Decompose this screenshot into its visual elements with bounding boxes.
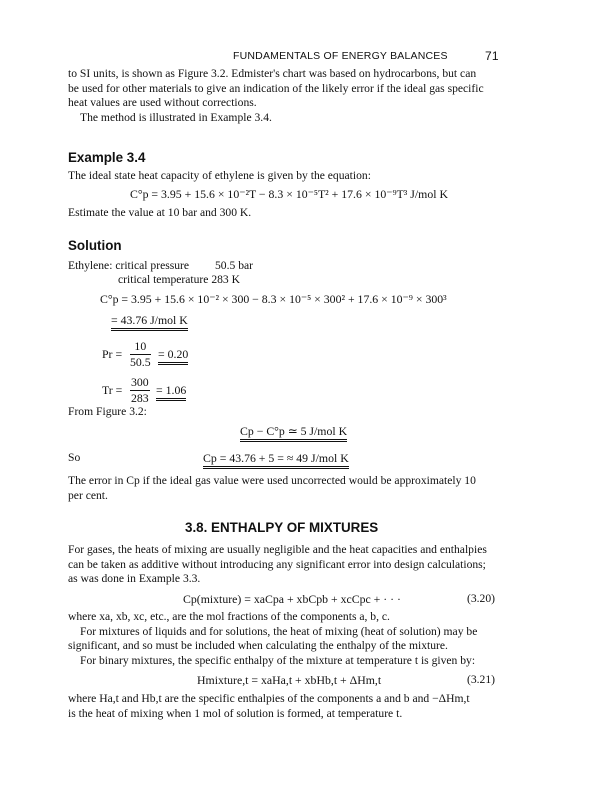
from-figure-label: From Figure 3.2: xyxy=(68,405,147,418)
section-p3-line-1: For binary mixtures, the specific enthalpy of the mixture at temperature t is given by: xyxy=(80,653,476,667)
header-title: FUNDAMENTALS OF ENERGY BALANCES xyxy=(233,50,448,62)
cp-result-value: = 43.76 J/mol K xyxy=(111,313,188,331)
example-task: Estimate the value at 10 bar and 300 K. xyxy=(68,206,252,219)
equation-3-21: Hmixture,t = xaHa,t + xbHb,t + ΔHm,t xyxy=(197,673,382,687)
section-p1-line-2: can be taken as additive without introducing any significant error into design calculations; xyxy=(68,557,486,571)
equation-3-20: Cp(mixture) = xaCpa + xbCpb + xcCpc + · · · xyxy=(183,592,401,606)
error-line-2: per cent. xyxy=(68,488,108,502)
equation-3-20-number: (3.20) xyxy=(467,592,496,605)
cp-calculation: C°p = 3.95 + 15.6 × 10⁻² × 300 − 8.3 × 10⁻⁵ × 300² + 17.6 × 10⁻⁹ × 300³ xyxy=(100,292,447,306)
cp-result xyxy=(111,313,188,328)
section-p2-line-2: significant, and so must be included when calculating the enthalpy of the mixture. xyxy=(68,639,448,652)
tr-result-value: = 1.06 xyxy=(156,383,186,401)
critical-pressure-value: 50.5 bar xyxy=(215,259,253,272)
final-equation xyxy=(203,451,349,466)
deviation-equation xyxy=(240,424,347,439)
where-line-1: where xa, xb, xc, etc., are the mol fractions of the components a, b, c. xyxy=(68,610,390,623)
example-equation: C°p = 3.95 + 15.6 × 10⁻²T − 8.3 × 10⁻⁵T² + 17.6 × 10⁻⁹T³ J/mol K xyxy=(130,187,448,201)
pr-numerator: 10 xyxy=(130,339,151,355)
tr-denominator: 283 xyxy=(131,391,149,405)
intro-line-2: be used for other materials to give an indication of the likely error if the ideal gas specific xyxy=(68,81,484,95)
where2-line-1: where Ha,t and Hb,t are the specific enthalpies of the components a and b and −ΔHm,t xyxy=(68,692,470,705)
tr-result xyxy=(156,383,186,398)
section-p1-line-3: as was done in Example 3.3. xyxy=(68,572,201,585)
tr-fraction xyxy=(130,375,150,406)
tr-label: Tr = xyxy=(102,383,123,397)
page-number: 71 xyxy=(485,49,499,63)
intro-line-1: to SI units, is shown as Figure 3.2. Edmister's chart was based on hydrocarbons, but can xyxy=(68,67,477,80)
intro-line-3: heat values are used without corrections. xyxy=(68,96,257,109)
pr-fraction xyxy=(130,339,151,370)
error-line-1: The error in Cp if the ideal gas value were used uncorrected would be approximately 10 xyxy=(68,474,476,487)
example-heading: Example 3.4 xyxy=(68,150,146,165)
intro-line-4: The method is illustrated in Example 3.4. xyxy=(80,110,272,124)
tr-numerator: 300 xyxy=(131,375,149,389)
pr-result-value: = 0.20 xyxy=(158,347,188,365)
section-p2-line-1: For mixtures of liquids and for solutions, the heat of mixing (heat of solution) may be xyxy=(80,624,478,638)
section-p1-line-1: For gases, the heats of mixing are usually negligible and the heat capacities and enthalpies xyxy=(68,543,487,556)
final-equation-text: Cp = 43.76 + 5 = ≈ 49 J/mol K xyxy=(203,451,349,469)
pr-result xyxy=(158,347,188,362)
pr-denominator: 50.5 xyxy=(130,355,151,369)
where2-line-2: is the heat of mixing when 1 mol of solution is formed, at temperature t. xyxy=(68,706,403,720)
so-label: So xyxy=(68,451,81,464)
example-statement: The ideal state heat capacity of ethylene is given by the equation: xyxy=(68,169,371,182)
critical-pressure-label: Ethylene: critical pressure xyxy=(68,259,190,272)
pr-label: Pr = xyxy=(102,347,123,361)
solution-heading: Solution xyxy=(68,238,122,253)
equation-3-21-number: (3.21) xyxy=(467,673,496,686)
critical-temperature: critical temperature 283 K xyxy=(118,273,241,286)
section-heading: 3.8. ENTHALPY OF MIXTURES xyxy=(185,520,379,535)
deviation-equation-text: Cp − C°p ≃ 5 J/mol K xyxy=(240,424,347,442)
